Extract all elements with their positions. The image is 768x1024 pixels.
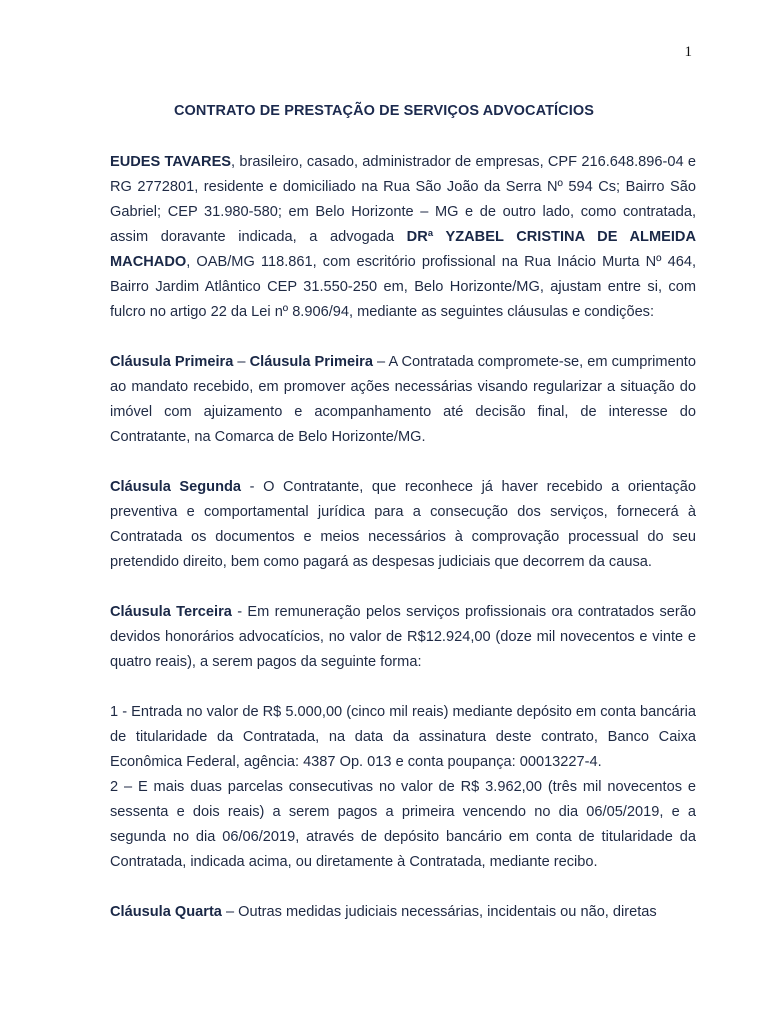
clause-second: [110, 475, 696, 575]
clause-first-label: Cláusula Primeira: [110, 354, 234, 370]
clause-first-text: – A Contratada compromete-se, em cumprimento ao mandato recebido, em promover ações necessárias visando regularizar a situação do imóvel com ajuizamento e acompanhamento até decisão final, de interesse do Contratante, na Comarca de Belo Horizonte/MG.: [110, 354, 696, 445]
intro-paragraph: [110, 150, 696, 325]
clause-first: [110, 350, 696, 450]
contractor-name: EUDES TAVARES: [110, 154, 232, 170]
clause-third-text: - Em remuneração pelos serviços profissionais ora contratados serão devidos honorários advocatícios, no valor de R$12.924,00 (doze mil novecentos e vinte e quatro reais), a serem pagos da seguinte forma:: [110, 604, 696, 670]
payment-item-1: 1 - Entrada no valor de R$ 5.000,00 (cinco mil reais) mediante depósito em conta bancária de titularidade da Contratada, na data da assinatura deste contrato, Banco Caixa Econômica Federal, agência: 4387 Op. 013 e conta poupança: 00013227-4.: [110, 704, 696, 770]
clause-third: [110, 600, 696, 675]
page-number: 1: [684, 44, 692, 60]
intro-text-2: , OAB/MG 118.861, com escritório profissional na Rua Inácio Murta Nº 464, Bairro Jardim Atlântico CEP 31.550-250 em, Belo Horizonte/MG, ajustam entre si, com fulcro no artigo 22 da Lei nº 8.906/94, mediante as seguintes cláusulas e condições:: [110, 254, 696, 320]
intro-text-1: , brasileiro, casado, administrador de empresas, CPF 216.648.896-04 e RG 2772801, residente e domiciliado na Rua São João da Serra Nº 594 Cs; Bairro São Gabriel; CEP 31.980-580; em Belo Horizonte – MG e de outro lado, como contratada, assim doravante indicada, a advogada: [110, 154, 696, 245]
clause-first-separator: –: [233, 354, 250, 370]
clause-second-label: Cláusula Segunda: [110, 479, 242, 495]
lawyer-name: DRª YZABEL CRISTINA DE ALMEIDA MACHADO: [110, 229, 696, 270]
clause-third-label: Cláusula Terceira: [110, 604, 232, 620]
document-title: CONTRATO DE PRESTAÇÃO DE SERVIÇOS ADVOCATÍCIOS: [173, 103, 595, 119]
clause-first-label-repeat: Cláusula Primeira: [249, 354, 373, 370]
payment-item-2: 2 – E mais duas parcelas consecutivas no valor de R$ 3.962,00 (três mil novecentos e sessenta e dois reais) a serem pagos a primeira vencendo no dia 06/05/2019, e a segunda no dia 06/06/2019, através de depósito bancário em conta de titularidade da Contratada, indicada acima, ou diretamente à Contratada, mediante recibo.: [110, 779, 696, 870]
document-body: [110, 150, 696, 950]
clause-fourth-text: – Outras medidas judiciais necessárias, incidentais ou não, diretas: [221, 904, 657, 920]
clause-second-text: - O Contratante, que reconhece já haver recebido a orientação preventiva e comportamental jurídica para a consecução dos serviços, fornecerá à Contratada os documentos e meios necessários à comprovação processual do seu pretendido direito, bem como pagará as despesas judiciais que decorrem da causa.: [110, 479, 697, 570]
clause-fourth: [110, 900, 696, 925]
clause-fourth-label: Cláusula Quarta: [110, 904, 222, 920]
